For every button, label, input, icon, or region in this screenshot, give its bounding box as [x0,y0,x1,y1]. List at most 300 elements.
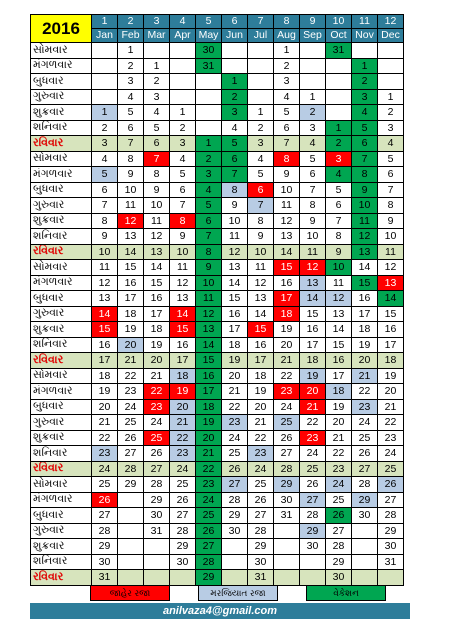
date-cell: 22 [300,415,326,431]
date-cell: 15 [170,322,196,338]
date-cell: 11 [352,213,378,229]
date-cell: 24 [300,446,326,462]
date-cell: 23 [300,430,326,446]
date-cell: 20 [378,384,404,400]
date-cell: 12 [248,275,274,291]
date-cell [274,554,300,570]
date-cell: 21 [274,353,300,369]
date-cell: 2 [352,74,378,90]
weekday-label: સોમવાર [31,260,92,276]
date-cell: 27 [352,461,378,477]
date-cell: 22 [144,384,170,400]
date-cell: 20 [222,368,248,384]
date-cell: 10 [222,213,248,229]
date-cell: 13 [352,244,378,260]
date-cell: 13 [248,291,274,307]
date-cell: 31 [196,58,222,74]
weekday-label: બુધવાર [31,182,92,198]
date-cell: 1 [144,58,170,74]
date-cell: 19 [326,399,352,415]
date-cell: 10 [144,198,170,214]
date-cell: 5 [326,182,352,198]
date-cell [222,570,248,586]
calendar-row [31,570,404,586]
calendar-row [31,523,404,539]
date-cell: 5 [144,120,170,136]
date-cell: 3 [144,89,170,105]
date-cell: 16 [92,337,118,353]
date-cell: 22 [378,415,404,431]
date-cell: 23 [352,399,378,415]
year-label: 2016 [31,15,92,43]
date-cell: 20 [196,430,222,446]
date-cell: 7 [144,151,170,167]
calendar-row [31,492,404,508]
date-cell: 27 [378,492,404,508]
calendar-row [31,136,404,152]
date-cell: 15 [248,322,274,338]
month-number: 10 [326,15,352,29]
date-cell: 26 [352,446,378,462]
date-cell: 17 [248,353,274,369]
date-cell: 21 [300,399,326,415]
calendar-row [31,446,404,462]
weekday-label: શુક્રવાર [31,430,92,446]
date-cell: 8 [92,213,118,229]
date-cell: 31 [378,554,404,570]
month-number: 6 [222,15,248,29]
date-cell [352,539,378,555]
calendar-row [31,291,404,307]
date-cell [248,43,274,59]
date-cell [326,105,352,121]
weekday-label: રવિવાર [31,244,92,260]
date-cell [92,58,118,74]
date-cell: 12 [274,213,300,229]
weekday-label: ગુરુવાર [31,415,92,431]
date-cell: 15 [378,306,404,322]
date-cell: 17 [92,353,118,369]
date-cell: 26 [118,430,144,446]
date-cell: 12 [196,306,222,322]
date-cell: 30 [170,554,196,570]
date-cell: 7 [352,151,378,167]
date-cell [196,120,222,136]
date-cell: 6 [92,182,118,198]
date-cell: 17 [378,337,404,353]
weekday-label: શુક્રવાર [31,213,92,229]
date-cell [326,58,352,74]
date-cell: 1 [222,74,248,90]
date-cell: 26 [170,492,196,508]
legend-public-holiday: જાહેર રજા [90,585,170,601]
calendar-row [31,353,404,369]
date-cell [144,43,170,59]
date-cell: 12 [118,213,144,229]
date-cell: 26 [274,430,300,446]
date-cell: 9 [300,213,326,229]
month-name: Jul [248,29,274,43]
date-cell: 3 [248,136,274,152]
date-cell [92,74,118,90]
date-cell [222,43,248,59]
date-cell: 2 [144,74,170,90]
date-cell: 19 [378,368,404,384]
date-cell: 14 [300,291,326,307]
date-cell: 1 [378,89,404,105]
date-cell: 6 [326,198,352,214]
date-cell: 7 [170,198,196,214]
month-name: Feb [118,29,144,43]
date-cell: 16 [352,291,378,307]
date-cell: 5 [300,151,326,167]
date-cell: 25 [300,461,326,477]
date-cell: 22 [92,430,118,446]
month-number: 2 [118,15,144,29]
date-cell: 2 [170,120,196,136]
date-cell: 9 [378,213,404,229]
date-cell: 16 [378,322,404,338]
date-cell: 10 [196,275,222,291]
date-cell: 23 [248,446,274,462]
date-cell [352,554,378,570]
date-cell: 29 [92,539,118,555]
month-number: 7 [248,15,274,29]
date-cell: 22 [326,446,352,462]
date-cell: 29 [326,554,352,570]
date-cell: 10 [118,182,144,198]
date-cell: 24 [222,430,248,446]
date-cell: 31 [144,523,170,539]
date-cell: 3 [196,167,222,183]
date-cell: 24 [326,477,352,493]
month-name: Oct [326,29,352,43]
calendar-row [31,368,404,384]
date-cell: 12 [92,275,118,291]
date-cell: 29 [222,508,248,524]
date-cell: 9 [170,229,196,245]
calendar-row [31,43,404,59]
date-cell: 4 [222,120,248,136]
date-cell: 18 [170,368,196,384]
date-cell: 29 [118,477,144,493]
date-cell: 20 [118,337,144,353]
month-name: Apr [170,29,196,43]
date-cell: 1 [248,105,274,121]
date-cell: 6 [144,136,170,152]
date-cell: 26 [196,523,222,539]
date-cell: 30 [92,554,118,570]
calendar-row [31,508,404,524]
date-cell: 9 [196,260,222,276]
date-cell: 1 [274,43,300,59]
date-cell: 14 [196,337,222,353]
date-cell: 16 [144,291,170,307]
date-cell: 24 [352,415,378,431]
date-cell: 7 [326,213,352,229]
date-cell [274,570,300,586]
date-cell: 6 [352,136,378,152]
date-cell: 13 [222,260,248,276]
date-cell: 18 [222,337,248,353]
date-cell: 7 [196,229,222,245]
month-name: Dec [378,29,404,43]
date-cell: 9 [222,198,248,214]
date-cell: 17 [196,384,222,400]
calendar-row [31,74,404,90]
date-cell: 19 [118,322,144,338]
month-number: 3 [144,15,170,29]
date-cell: 16 [170,337,196,353]
date-cell: 12 [144,229,170,245]
date-cell: 4 [274,89,300,105]
date-cell: 19 [222,353,248,369]
date-cell: 25 [274,415,300,431]
date-cell: 18 [326,384,352,400]
weekday-label: સોમવાર [31,151,92,167]
date-cell: 9 [274,167,300,183]
date-cell: 18 [378,353,404,369]
date-cell: 18 [92,368,118,384]
date-cell: 5 [118,105,144,121]
date-cell: 15 [326,337,352,353]
date-cell [300,43,326,59]
date-cell: 4 [352,105,378,121]
date-cell: 15 [352,275,378,291]
date-cell [326,74,352,90]
month-number: 12 [378,15,404,29]
date-cell [118,492,144,508]
date-cell: 14 [118,244,144,260]
date-cell: 29 [170,539,196,555]
date-cell: 4 [144,105,170,121]
date-cell: 22 [170,430,196,446]
footer-email[interactable]: anilvaza4@gmail.com [30,603,410,619]
date-cell: 28 [92,523,118,539]
calendar-row [31,105,404,121]
date-cell: 25 [378,461,404,477]
date-cell: 28 [118,461,144,477]
weekday-label: રવિવાર [31,136,92,152]
date-cell: 6 [170,182,196,198]
date-cell: 19 [352,337,378,353]
date-cell: 18 [118,306,144,322]
date-cell: 13 [196,322,222,338]
legend-optional-holiday: મરજિયાત રજા [198,585,278,601]
date-cell: 21 [170,415,196,431]
date-cell: 24 [248,461,274,477]
date-cell: 28 [352,477,378,493]
date-cell: 30 [274,492,300,508]
date-cell: 10 [248,244,274,260]
date-cell: 16 [196,368,222,384]
date-cell: 19 [248,384,274,400]
month-name: Jun [222,29,248,43]
date-cell: 18 [274,306,300,322]
date-cell: 22 [352,384,378,400]
date-cell: 15 [196,353,222,369]
date-cell: 1 [118,43,144,59]
date-cell: 5 [274,105,300,121]
date-cell: 16 [248,337,274,353]
date-cell: 5 [92,167,118,183]
date-cell: 15 [274,260,300,276]
date-cell [378,43,404,59]
date-cell: 7 [222,167,248,183]
date-cell [92,43,118,59]
date-cell [170,58,196,74]
date-cell [352,523,378,539]
date-cell: 1 [170,105,196,121]
date-cell: 11 [300,244,326,260]
calendar-row [31,322,404,338]
date-cell: 5 [170,167,196,183]
date-cell: 1 [92,105,118,121]
calendar-row [31,167,404,183]
date-cell: 9 [118,167,144,183]
date-cell: 9 [326,244,352,260]
date-cell: 13 [144,244,170,260]
date-cell: 26 [92,492,118,508]
date-cell: 7 [378,182,404,198]
date-cell: 19 [300,368,326,384]
weekday-label: ગુરુવાર [31,306,92,322]
date-cell: 10 [352,198,378,214]
date-cell: 13 [118,229,144,245]
date-cell [196,105,222,121]
weekday-label: રવિવાર [31,353,92,369]
weekday-label: રવિવાર [31,570,92,586]
date-cell: 13 [274,229,300,245]
date-cell: 30 [352,508,378,524]
date-cell: 14 [144,260,170,276]
date-cell: 19 [92,384,118,400]
weekday-label: શુક્રવાર [31,322,92,338]
calendar-row [31,198,404,214]
date-cell: 20 [92,399,118,415]
date-cell: 17 [300,337,326,353]
date-cell: 23 [222,415,248,431]
date-cell: 27 [326,523,352,539]
date-cell: 17 [352,306,378,322]
date-cell: 1 [352,58,378,74]
calendar-row [31,554,404,570]
date-cell: 29 [378,523,404,539]
date-cell: 27 [274,446,300,462]
date-cell: 7 [248,198,274,214]
date-cell: 3 [170,136,196,152]
date-cell: 17 [118,291,144,307]
date-cell: 6 [300,167,326,183]
date-cell [300,554,326,570]
date-cell: 31 [92,570,118,586]
date-cell: 21 [378,399,404,415]
date-cell [222,58,248,74]
calendar-row [31,89,404,105]
date-cell: 8 [274,151,300,167]
date-cell: 13 [326,306,352,322]
date-cell: 24 [118,399,144,415]
date-cell [144,539,170,555]
calendar-row [31,182,404,198]
date-cell: 23 [144,399,170,415]
calendar-row [31,399,404,415]
date-cell: 12 [378,260,404,276]
date-cell: 8 [378,198,404,214]
weekday-label: મંગળવાર [31,58,92,74]
date-cell: 3 [92,136,118,152]
date-cell: 27 [118,446,144,462]
date-cell [92,89,118,105]
date-cell: 28 [196,554,222,570]
date-cell: 27 [300,492,326,508]
weekday-label: બુધવાર [31,508,92,524]
date-cell: 16 [300,322,326,338]
date-cell: 12 [300,260,326,276]
date-cell: 25 [326,492,352,508]
weekday-label: મંગળવાર [31,167,92,183]
date-cell: 18 [144,322,170,338]
date-cell: 31 [326,43,352,59]
date-cell [248,74,274,90]
date-cell: 23 [274,384,300,400]
date-cell: 7 [274,136,300,152]
weekday-label: શનિવાર [31,229,92,245]
date-cell: 15 [300,306,326,322]
date-cell: 3 [326,151,352,167]
date-cell: 17 [274,291,300,307]
date-cell: 24 [378,446,404,462]
calendar-row [31,213,404,229]
date-cell: 11 [248,260,274,276]
date-cell [300,570,326,586]
date-cell [222,539,248,555]
date-cell [352,570,378,586]
date-cell: 16 [222,306,248,322]
date-cell: 4 [118,89,144,105]
date-cell: 6 [196,213,222,229]
date-cell: 8 [248,213,274,229]
calendar-row [31,244,404,260]
date-cell: 21 [248,415,274,431]
date-cell: 26 [378,477,404,493]
date-cell: 21 [144,368,170,384]
date-cell: 18 [352,322,378,338]
date-cell: 30 [248,554,274,570]
date-cell: 8 [222,182,248,198]
date-cell: 23 [326,461,352,477]
month-number: 9 [300,15,326,29]
date-cell: 25 [144,430,170,446]
date-cell: 3 [274,74,300,90]
calendar-row [31,260,404,276]
date-cell: 14 [352,260,378,276]
date-cell: 18 [300,353,326,369]
calendar-row [31,337,404,353]
date-cell: 28 [222,492,248,508]
date-cell [170,74,196,90]
date-cell: 18 [196,399,222,415]
date-cell: 15 [92,322,118,338]
month-number: 11 [352,15,378,29]
date-cell: 16 [326,353,352,369]
date-cell: 19 [144,337,170,353]
date-cell: 30 [222,523,248,539]
date-cell: 11 [170,260,196,276]
date-cell: 30 [300,539,326,555]
date-cell: 17 [170,353,196,369]
date-cell: 21 [352,368,378,384]
